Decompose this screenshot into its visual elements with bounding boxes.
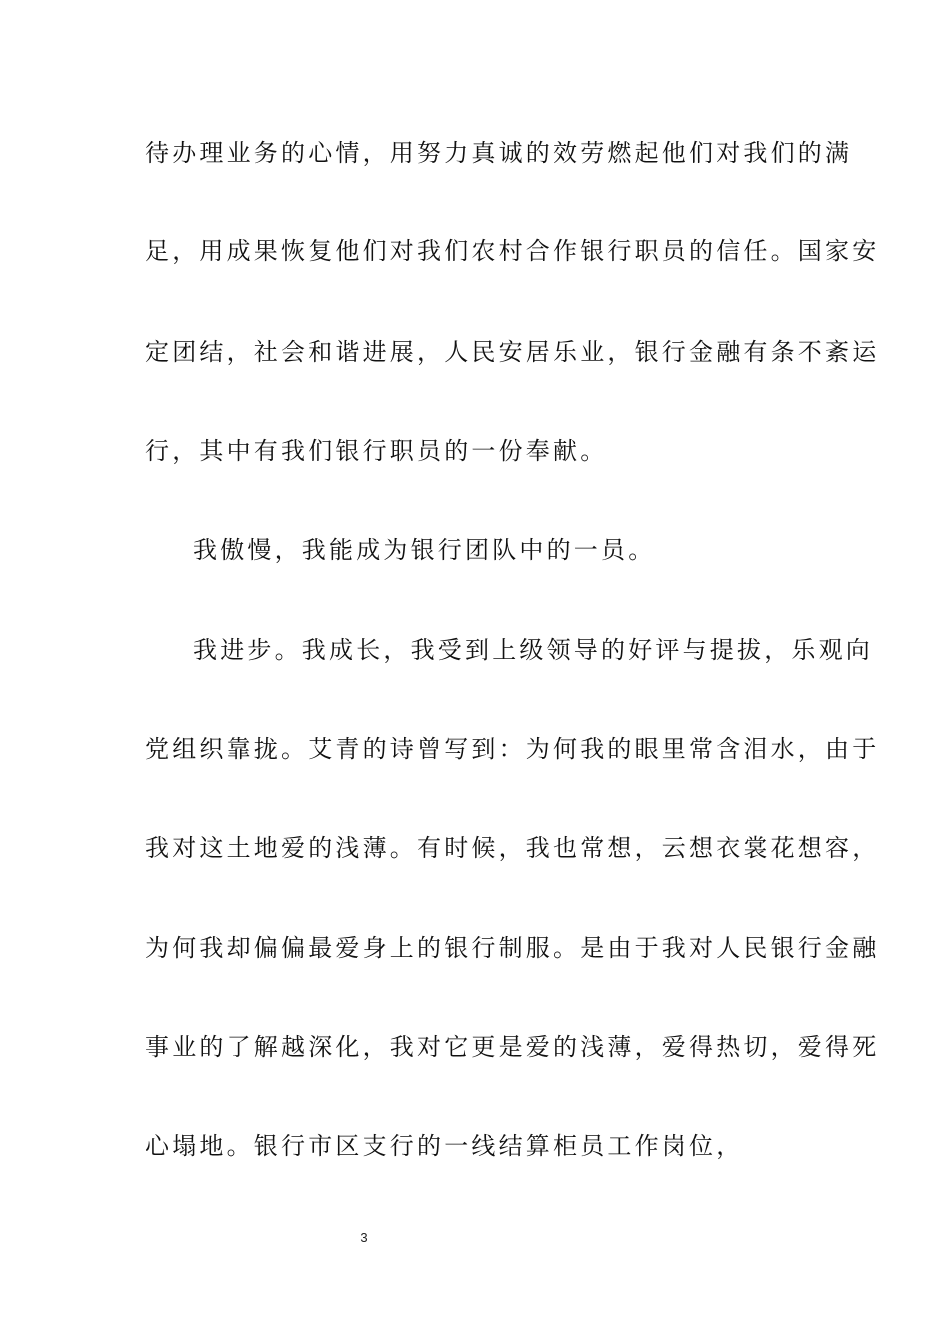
text-line: 待办理业务的心情，用努力真诚的效劳燃起他们对我们的满 bbox=[145, 139, 853, 167]
text-line: 定团结，社会和谐进展，人民安居乐业，银行金融有条不紊运 bbox=[145, 338, 880, 366]
text-line: 我对这土地爱的浅薄。有时候，我也常想，云想衣裳花想容， bbox=[145, 834, 880, 862]
text-line: 行，其中有我们银行职员的一份奉献。 bbox=[145, 437, 608, 465]
text-line: 足，用成果恢复他们对我们农村合作银行职员的信任。国家安 bbox=[145, 237, 880, 265]
paragraph-first-line: 我傲慢，我能成为银行团队中的一员。 bbox=[193, 536, 656, 564]
page-number: 3 bbox=[360, 1230, 368, 1245]
text-line: 党组织靠拢。艾青的诗曾写到：为何我的眼里常含泪水，由于 bbox=[145, 735, 880, 763]
text-line: 为何我却偏偏最爱身上的银行制服。是由于我对人民银行金融 bbox=[145, 934, 880, 962]
text-line: 心塌地。银行市区支行的一线结算柜员工作岗位， bbox=[145, 1132, 744, 1160]
text-line: 事业的了解越深化，我对它更是爱的浅薄，爱得热切，爱得死 bbox=[145, 1033, 880, 1061]
paragraph-first-line: 我进步。我成长，我受到上级领导的好评与提拔，乐观向 bbox=[193, 636, 873, 664]
